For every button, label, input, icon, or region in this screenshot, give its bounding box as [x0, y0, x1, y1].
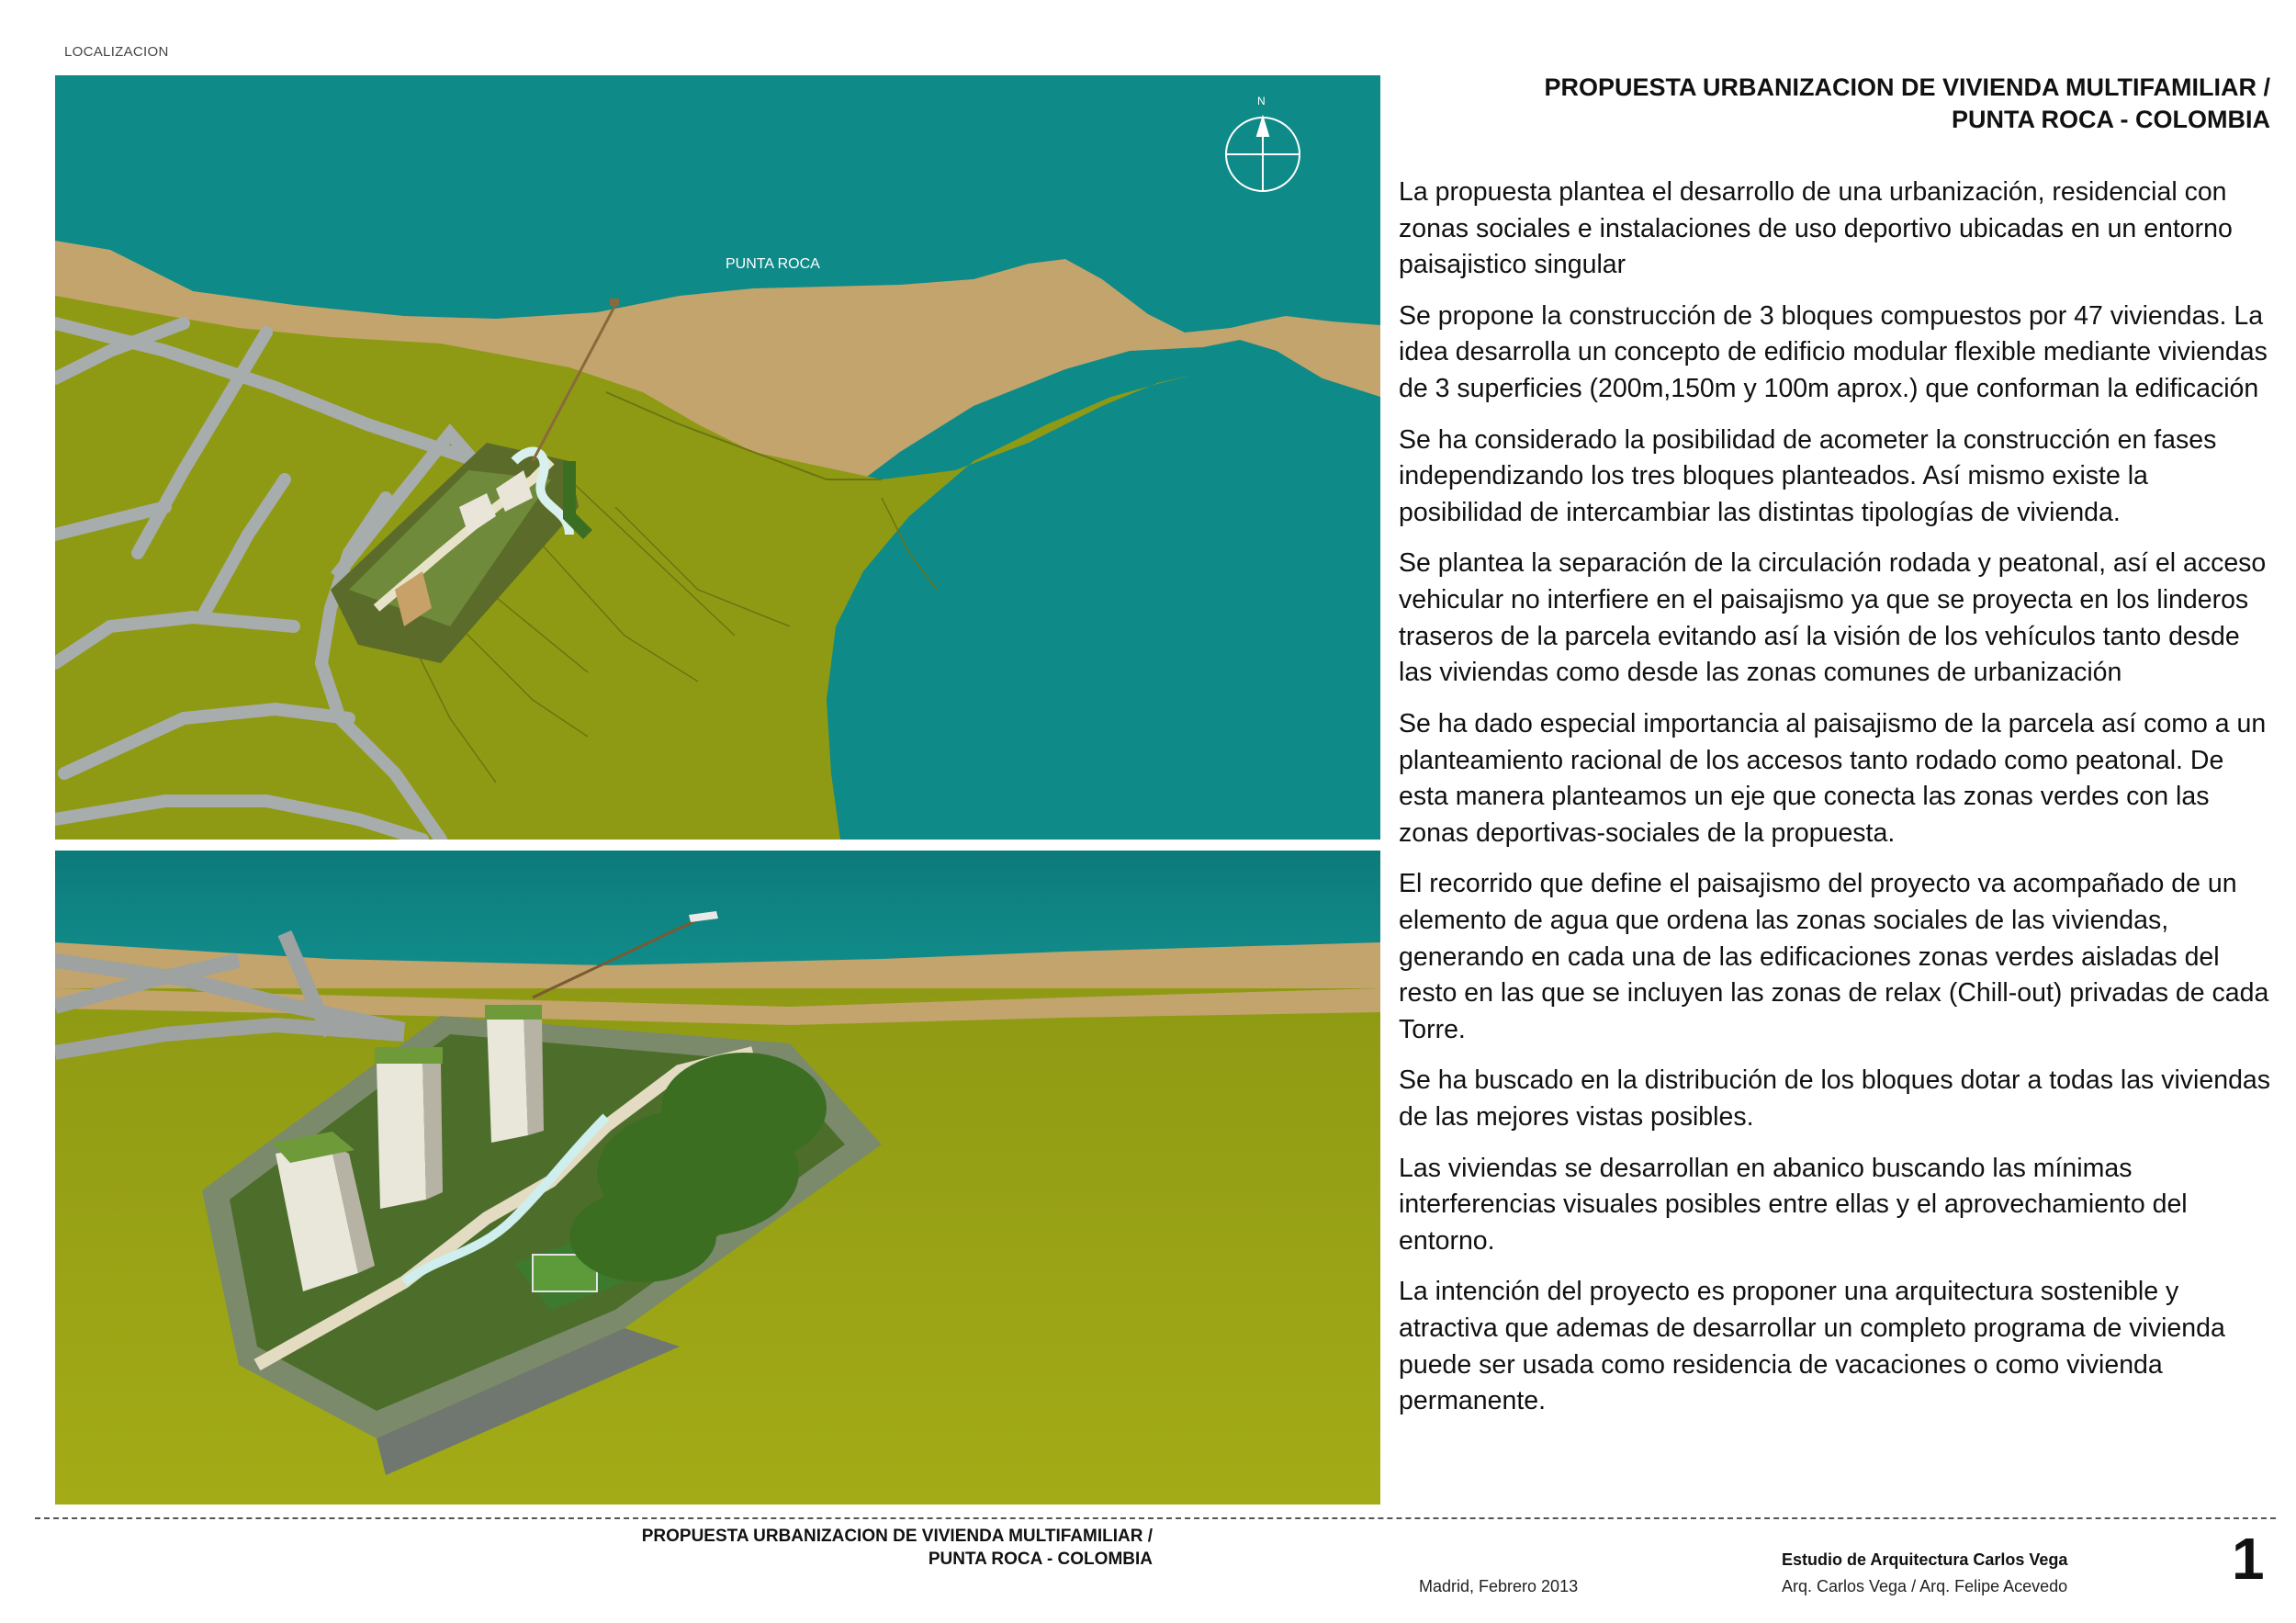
site-plan-map — [55, 75, 1380, 840]
north-label: N — [1257, 95, 1266, 107]
footer-title-line2: PUNTA ROCA - COLOMBIA — [928, 1549, 1153, 1569]
page-title-line1: PROPUESTA URBANIZACION DE VIVIENDA MULTIFAMILIAR / — [1544, 73, 2270, 101]
paragraph: Se plantea la separación de la circulación rodada y peatonal, así el acceso vehicular no interfiere en el paisajismo ya que se proyecta en los linderos traseros de la parcela evitando así la visión de los vehículos tanto desde las viviendas como desde las zonas comunes de urbanización — [1399, 548, 2267, 688]
paragraph: Se ha dado especial importancia al paisajismo de la parcela así como a un planteamiento racional de los accesos tanto rodado como peatonal. De esta manera planteamos un eje que conecta las zonas verdes con las zonas deportivas-sociales de la propuesta. — [1399, 708, 2267, 848]
page-title — [1405, 72, 2270, 136]
footer-authors: Arq. Carlos Vega / Arq. Felipe Acevedo — [1782, 1577, 2068, 1595]
north-arrow — [1226, 118, 1300, 191]
page-title-line2: PUNTA ROCA - COLOMBIA — [1952, 106, 2270, 134]
paragraph: Se ha considerado la posibilidad de acometer la construcción en fases independizando los tres bloques planteados. Así mismo existe la posibilidad de intercambiar las distintas tipologías de vivienda. — [1399, 424, 2217, 527]
paragraph: Las viviendas se desarrollan en abanico buscando las mínimas interferencias visuales posibles entre ellas y el aprovechamiento del entorno. — [1399, 1153, 2188, 1256]
section-label: LOCALIZACION — [64, 44, 169, 60]
paragraph: La propuesta plantea el desarrollo de una urbanización, residencial con zonas sociales e instalaciones de uso deportivo ubicadas en un entorno paisajistico singular — [1399, 177, 2233, 280]
aerial-rendering — [55, 851, 1380, 1505]
footer-title-line1: PROPUESTA URBANIZACION DE VIVIENDA MULTIFAMILIAR / — [641, 1527, 1153, 1546]
tower-2 — [375, 1047, 443, 1209]
footer-divider — [35, 1517, 2276, 1519]
description-text — [1399, 175, 2271, 1435]
paragraph: Se propone la construcción de 3 bloques compuestos por 47 viviendas. La idea desarrolla un concepto de edificio modular flexible mediante viviendas de 3 superficies (200m,150m y 100m aprox.) que conforman la edificación — [1399, 300, 2268, 404]
footer-studio: Estudio de Arquitectura Carlos Vega — [1782, 1550, 2068, 1569]
footer-date: Madrid, Febrero 2013 — [1419, 1577, 1579, 1595]
paragraph: Se ha buscado en la distribución de los bloques dotar a todas las viviendas de las mejores vistas posibles. — [1399, 1065, 2271, 1133]
place-label: PUNTA ROCA — [726, 256, 820, 272]
paragraph: El recorrido que define el paisajismo del proyecto va acompañado de un elemento de agua que ordena las zonas sociales de las viviendas, generando en cada una de las edificaciones zonas verdes aisladas del resto en las que se incluyen las zonas de relax (Chill-out) privadas de cada Torre. — [1399, 869, 2269, 1044]
footer-title — [514, 1526, 1153, 1571]
page-number: 1 — [2232, 1526, 2265, 1592]
tower-1 — [485, 1005, 544, 1143]
paragraph: La intención del proyecto es proponer una arquitectura sostenible y atractiva que ademas de desarrollar un completo programa de vivienda puede ser usada como residencia de vacaciones o como vivienda permanente. — [1399, 1277, 2225, 1416]
